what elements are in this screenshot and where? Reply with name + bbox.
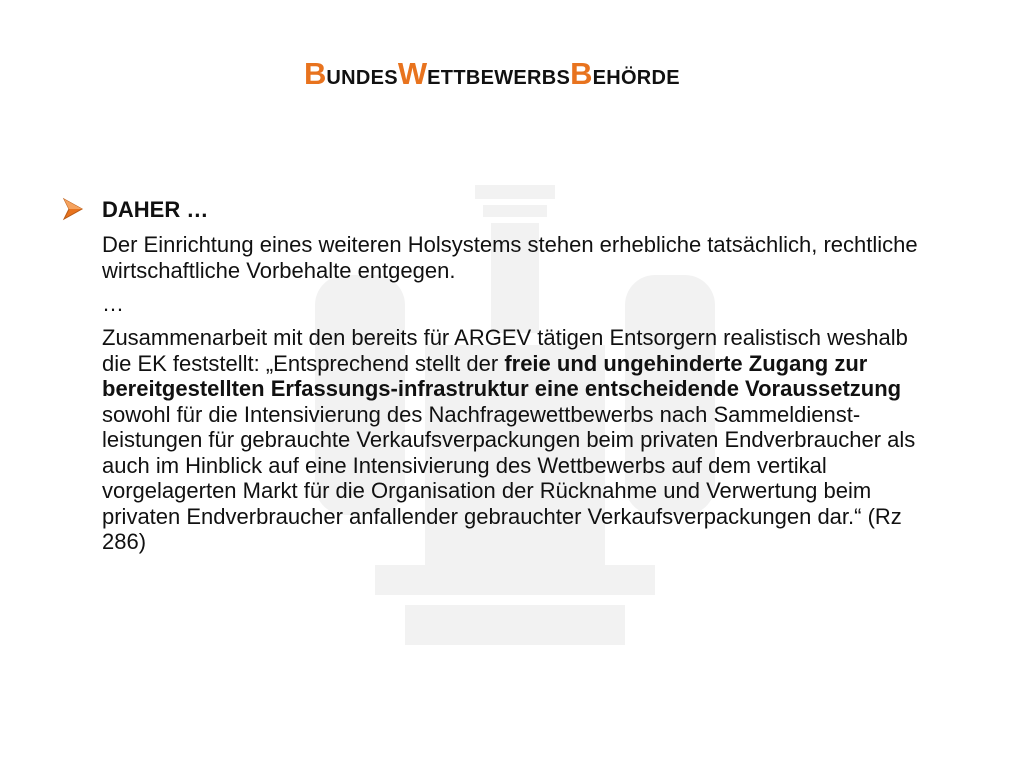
slide-body xyxy=(60,192,960,555)
bullet-heading: DAHER … xyxy=(102,197,209,222)
bullet-item xyxy=(60,192,960,228)
paragraph-2-emphasis: freie und ungehinderte Zugang zur bereitgestellten Erfassungs-infrastruktur eine entscheidende Voraussetzung xyxy=(102,350,902,401)
brand-word-3: EHÖRDE xyxy=(592,67,680,89)
paragraph-1: Der Einrichtung eines weiteren Holsystems stehen erhebliche tatsächlich, rechtliche wirtschaftliche Vorbehalte entgegen. xyxy=(102,232,918,283)
brand-word-1: UNDES xyxy=(326,67,398,89)
brand-title xyxy=(304,54,680,94)
paragraph-2-intro: Zusammenarbeit mit den bereits für ARGEV tätigen Entsorgern realistisch weshalb die EK feststellt: „Entsprechend stellt der xyxy=(102,325,908,376)
arrow-bullet-icon xyxy=(60,196,86,222)
paragraph-2-rest: sowohl für die Intensivierung des Nachfragewettbewerbs nach Sammeldienst-leistungen für gebrauchte Verkaufsverpackungen beim privaten Endverbraucher als auch im Hinblick auf eine Intensivierung des Wettbewerbs auf dem vertikal vorgelagerten Markt für die Organisation der Rücknahme und Verwertung beim privaten Endverbraucher anfallender gebrauchter Verkaufsverpackungen dar.“ (Rz 286) xyxy=(102,401,916,554)
brand-initial-2: W xyxy=(397,56,428,91)
brand-initial-1: B xyxy=(304,56,327,91)
paragraph-2 xyxy=(102,325,922,555)
brand-word-2: ETTBEWERBS xyxy=(427,67,571,89)
ellipsis-text: … xyxy=(102,291,124,316)
brand-initial-3: B xyxy=(570,56,593,91)
